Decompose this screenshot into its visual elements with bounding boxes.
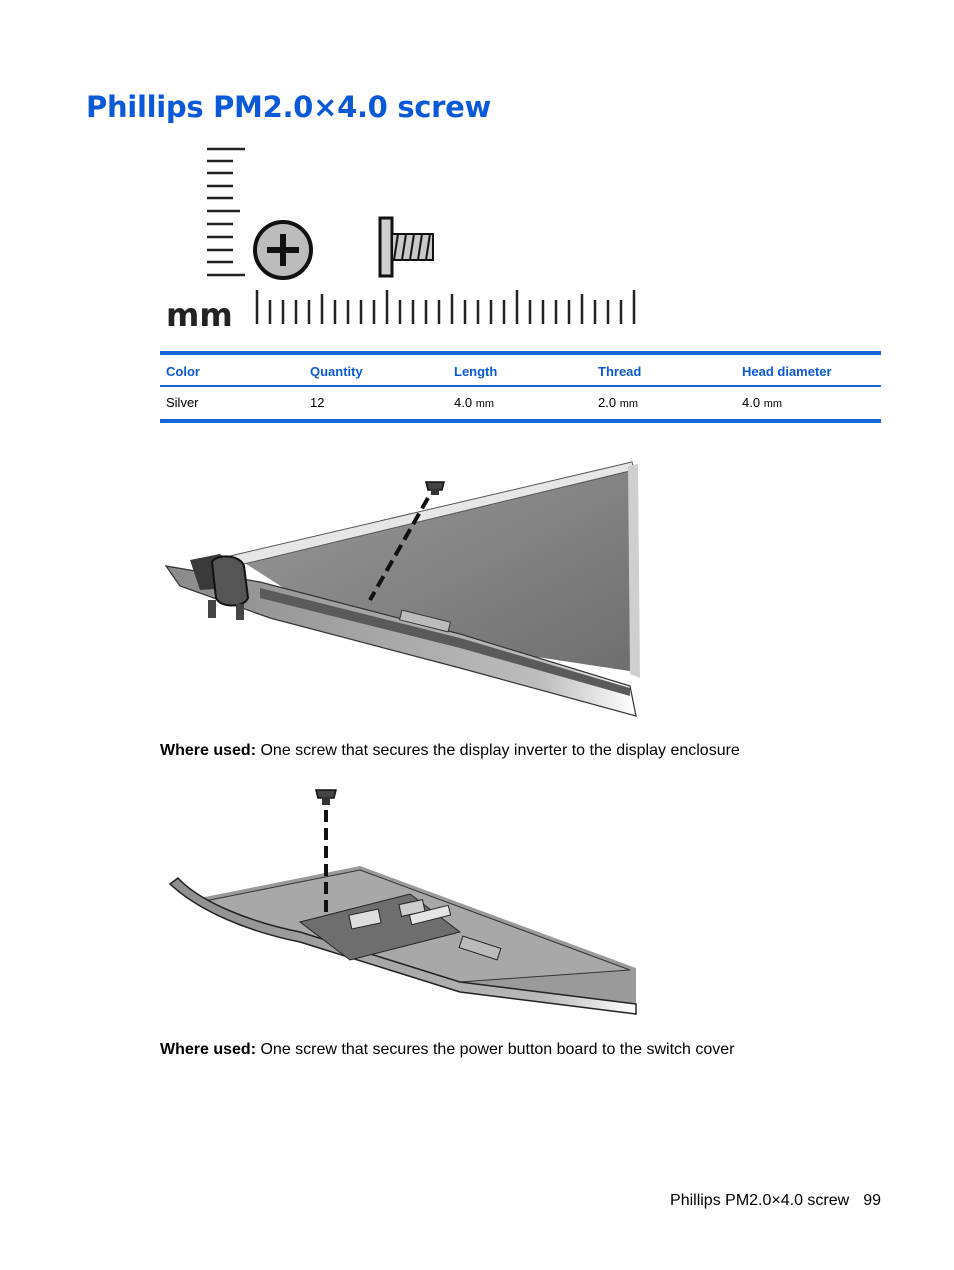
where-used-label: Where used:	[160, 1041, 257, 1058]
screw-scale-figure	[160, 140, 650, 340]
footer-title: Phillips PM2.0×4.0 screw	[670, 1192, 850, 1209]
where-used-text: One screw that secures the power button board to the switch cover	[260, 1041, 735, 1058]
display-inverter-illustration	[160, 458, 640, 720]
header-head-diameter: Head diameter	[736, 353, 881, 386]
power-button-board-illustration	[160, 782, 640, 1018]
table-row	[160, 386, 881, 421]
horizontal-ruler	[257, 290, 634, 324]
cell-quantity: 12	[310, 395, 325, 410]
head-unit: mm	[763, 398, 783, 410]
cell-head-diameter	[736, 386, 881, 421]
screw-side-icon	[380, 218, 433, 276]
page-footer	[670, 1192, 881, 1210]
cell-color: Silver	[166, 395, 199, 410]
header-thread: Thread	[592, 353, 736, 386]
where-used-caption-1	[160, 742, 740, 760]
header-length: Length	[448, 353, 592, 386]
page-title: Phillips PM2.0×4.0 screw	[86, 90, 492, 124]
screw-head-icon	[255, 222, 311, 278]
scale-unit-label: mm	[166, 296, 233, 334]
thread-value: 2.0	[598, 395, 617, 410]
length-value: 4.0	[454, 395, 473, 410]
where-used-caption-2	[160, 1041, 735, 1059]
display-frame-right	[628, 464, 640, 678]
where-used-text: One screw that secures the display inverter to the display enclosure	[260, 742, 740, 759]
thread-unit: mm	[619, 398, 639, 410]
cell-thread	[592, 386, 736, 421]
page-number: 99	[863, 1192, 881, 1209]
vertical-ruler	[207, 149, 245, 275]
header-quantity: Quantity	[304, 353, 448, 386]
cell-length	[448, 386, 592, 421]
head-value: 4.0	[742, 395, 761, 410]
header-color: Color	[160, 353, 304, 386]
table-header-row	[160, 353, 881, 386]
screw-spec-table	[160, 351, 881, 423]
where-used-label: Where used:	[160, 742, 257, 759]
length-unit: mm	[475, 398, 495, 410]
